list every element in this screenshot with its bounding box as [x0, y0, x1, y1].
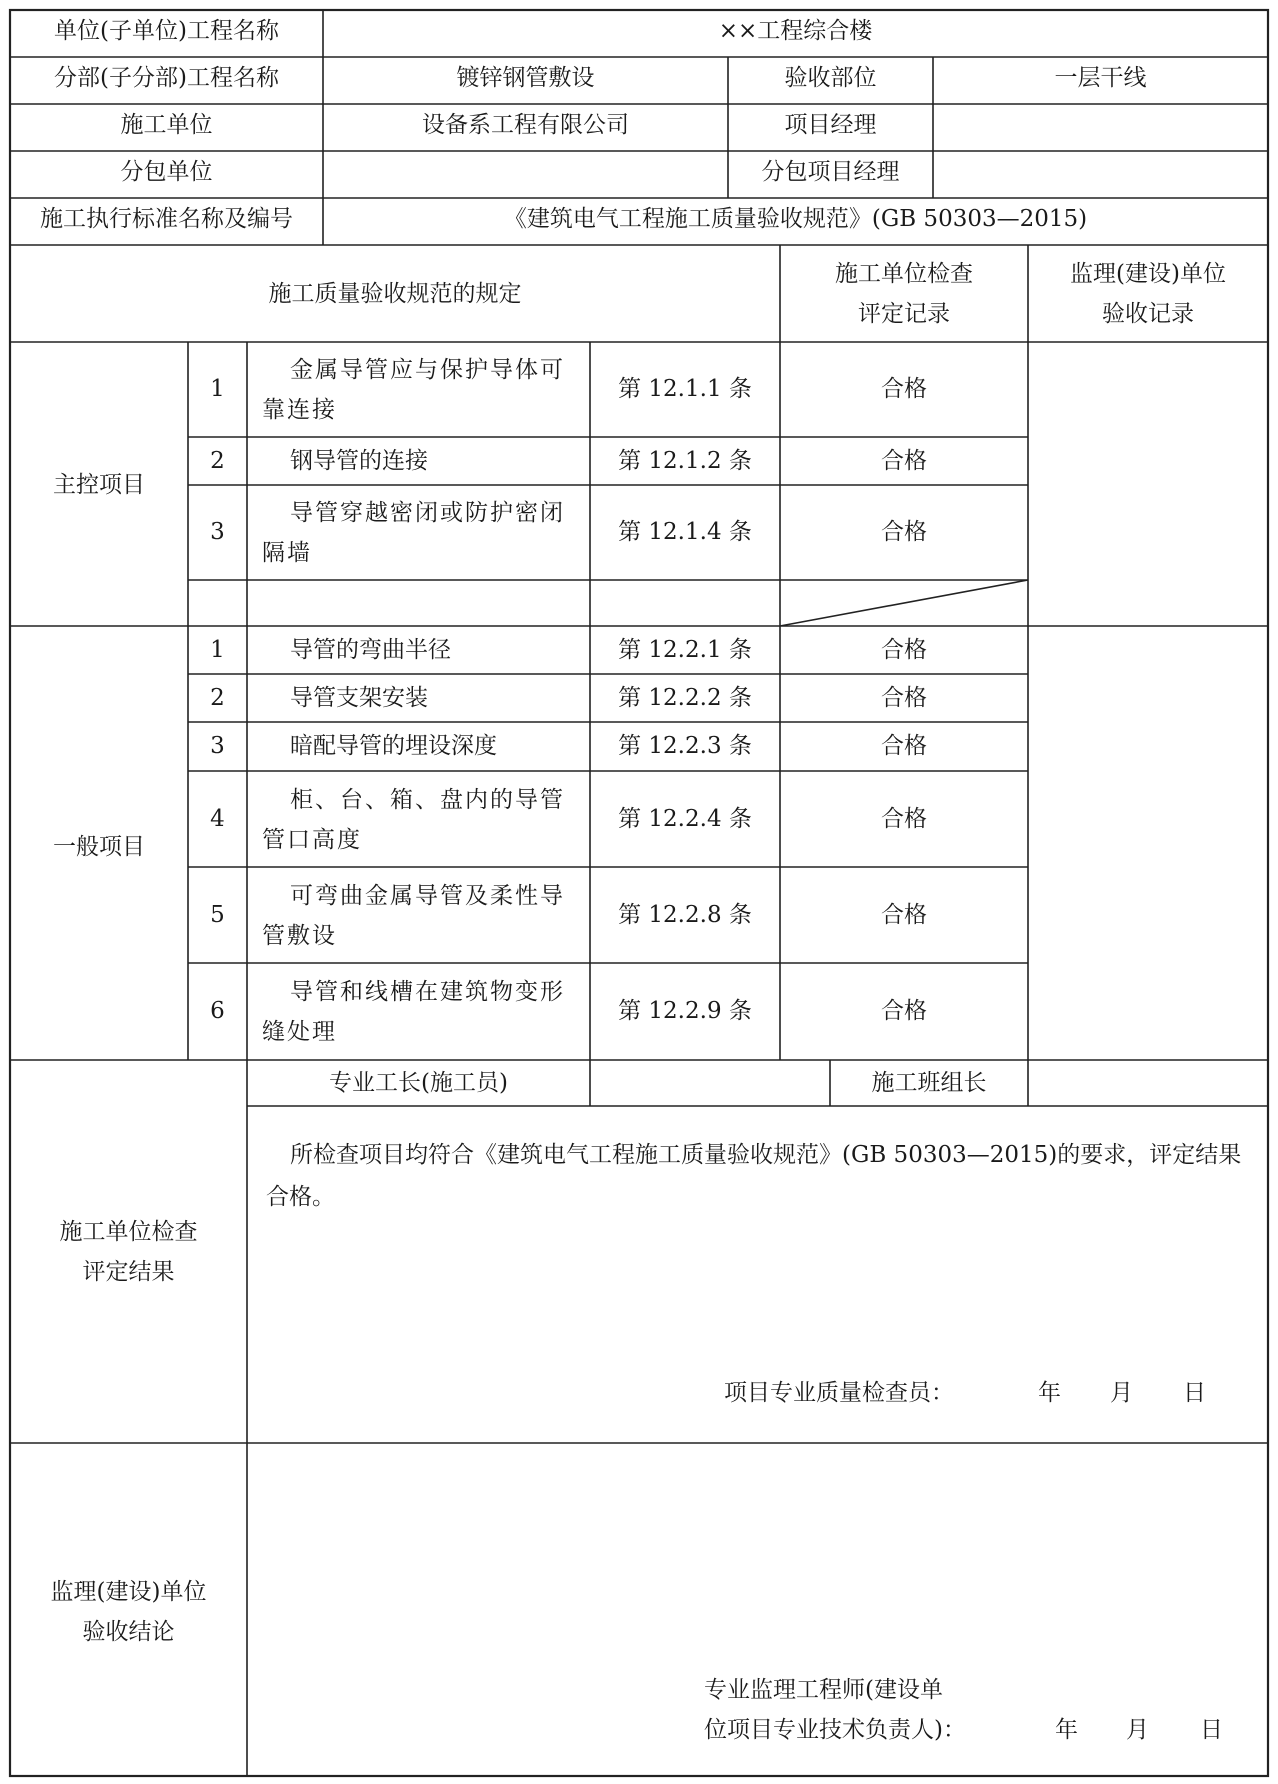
general-item-clause: 第 12.2.9 条	[618, 998, 752, 1024]
contractor-check-column-header	[780, 254, 1028, 334]
general-item-result: 合格	[881, 902, 927, 928]
main-item-clause: 第 12.1.1 条	[618, 376, 752, 402]
supervisor-check-header-line-2: 验收记录	[1102, 301, 1194, 327]
contractor-result-label-line-2: 评定结果	[82, 1259, 175, 1285]
main-item-result: 合格	[881, 376, 927, 402]
main-item-desc: 钢导管的连接	[290, 448, 428, 474]
supervisor-conclusion-label	[10, 1572, 247, 1652]
main-item-clause: 第 12.1.4 条	[618, 519, 752, 545]
general-item-result: 合格	[881, 733, 927, 759]
engineer-label-line-1: 专业监理工程师(建设单	[704, 1677, 943, 1703]
general-label: 一般项目	[53, 834, 145, 860]
general-item-desc: 可弯曲金属导管及柔性导管敷设	[262, 883, 565, 949]
conclusion-month: 月	[1126, 1717, 1149, 1743]
conclusion-year: 年	[1055, 1717, 1078, 1743]
supervisor-conclusion-label-line-1: 监理(建设)单位	[50, 1579, 207, 1605]
engineer-label-line-2: 位项目专业技术负责人)：	[704, 1717, 966, 1743]
main-item-result: 合格	[881, 519, 927, 545]
result-month: 月	[1110, 1380, 1133, 1406]
general-item-no: 2	[210, 685, 225, 711]
general-item-no: 4	[210, 806, 225, 832]
general-item-desc: 暗配导管的埋设深度	[290, 733, 497, 759]
main-item-result: 合格	[881, 448, 927, 474]
main-control-label: 主控项目	[53, 472, 145, 498]
standard-value: 《建筑电气工程施工质量验收规范》(GB 50303—2015)	[503, 206, 1088, 232]
general-item-no: 6	[210, 998, 225, 1024]
contractor-value: 设备系工程有限公司	[422, 112, 629, 138]
contractor-result-text: 所检查项目均符合《建筑电气工程施工质量验收规范》(GB 50303—2015)的要求，评定结果合格。	[266, 1142, 1242, 1210]
main-item-desc: 导管穿越密闭或防护密闭隔墙	[262, 500, 565, 566]
unit-project-label: 单位(子单位)工程名称	[54, 18, 279, 44]
result-year: 年	[1038, 1380, 1061, 1406]
standard-label: 施工执行标准名称及编号	[40, 206, 293, 232]
general-item-clause: 第 12.2.2 条	[618, 685, 752, 711]
project-manager-label: 项目经理	[784, 112, 877, 138]
foreman-label: 专业工长(施工员)	[329, 1070, 508, 1096]
inspector-label: 项目专业质量检查员：	[724, 1380, 954, 1406]
general-item-result: 合格	[881, 685, 927, 711]
acceptance-part-label: 验收部位	[784, 65, 877, 91]
team-leader-label: 施工班组长	[871, 1070, 987, 1096]
general-item-clause: 第 12.2.4 条	[618, 806, 752, 832]
sub-project-manager-label: 分包项目经理	[761, 159, 900, 185]
contractor-result-label-line-1: 施工单位检查	[59, 1219, 198, 1245]
main-item-desc: 金属导管应与保护导体可靠连接	[262, 357, 565, 423]
contractor-result-label	[10, 1212, 247, 1292]
general-item-clause: 第 12.2.8 条	[618, 902, 752, 928]
spec-column-header: 施工质量验收规范的规定	[268, 281, 522, 307]
supervisor-check-header-line-1: 监理(建设)单位	[1070, 261, 1226, 287]
general-item-desc: 导管和线槽在建筑物变形缝处理	[262, 979, 565, 1045]
general-item-desc: 导管的弯曲半径	[290, 637, 451, 663]
contractor-check-header-line-2: 评定记录	[858, 301, 950, 327]
general-item-desc: 导管支架安装	[290, 685, 428, 711]
general-item-no: 3	[210, 733, 225, 759]
general-item-clause: 第 12.2.1 条	[618, 637, 752, 663]
general-item-no: 1	[210, 637, 225, 663]
main-item-no: 3	[210, 519, 225, 545]
unit-project-value: ××工程综合楼	[718, 18, 873, 44]
general-item-result: 合格	[881, 998, 927, 1024]
supervisor-check-column-header	[1028, 254, 1268, 334]
main-item-no: 2	[210, 448, 225, 474]
supervisor-conclusion-label-line-2: 验收结论	[82, 1619, 175, 1645]
sub-project-value: 镀锌钢管敷设	[456, 65, 595, 91]
general-item-result: 合格	[881, 637, 927, 663]
contractor-check-header-line-1: 施工单位检查	[835, 261, 973, 287]
general-item-no: 5	[210, 902, 225, 928]
main-item-clause: 第 12.1.2 条	[618, 448, 752, 474]
contractor-label: 施工单位	[120, 112, 213, 138]
acceptance-part-value: 一层干线	[1054, 65, 1147, 91]
subcontractor-label: 分包单位	[120, 159, 213, 185]
result-day: 日	[1183, 1380, 1206, 1406]
general-item-desc: 柜、台、箱、盘内的导管管口高度	[262, 787, 565, 853]
main-item-no: 1	[210, 376, 225, 402]
general-item-result: 合格	[881, 806, 927, 832]
sub-project-label: 分部(子分部)工程名称	[54, 65, 279, 91]
conclusion-day: 日	[1200, 1717, 1223, 1743]
general-item-clause: 第 12.2.3 条	[618, 733, 752, 759]
